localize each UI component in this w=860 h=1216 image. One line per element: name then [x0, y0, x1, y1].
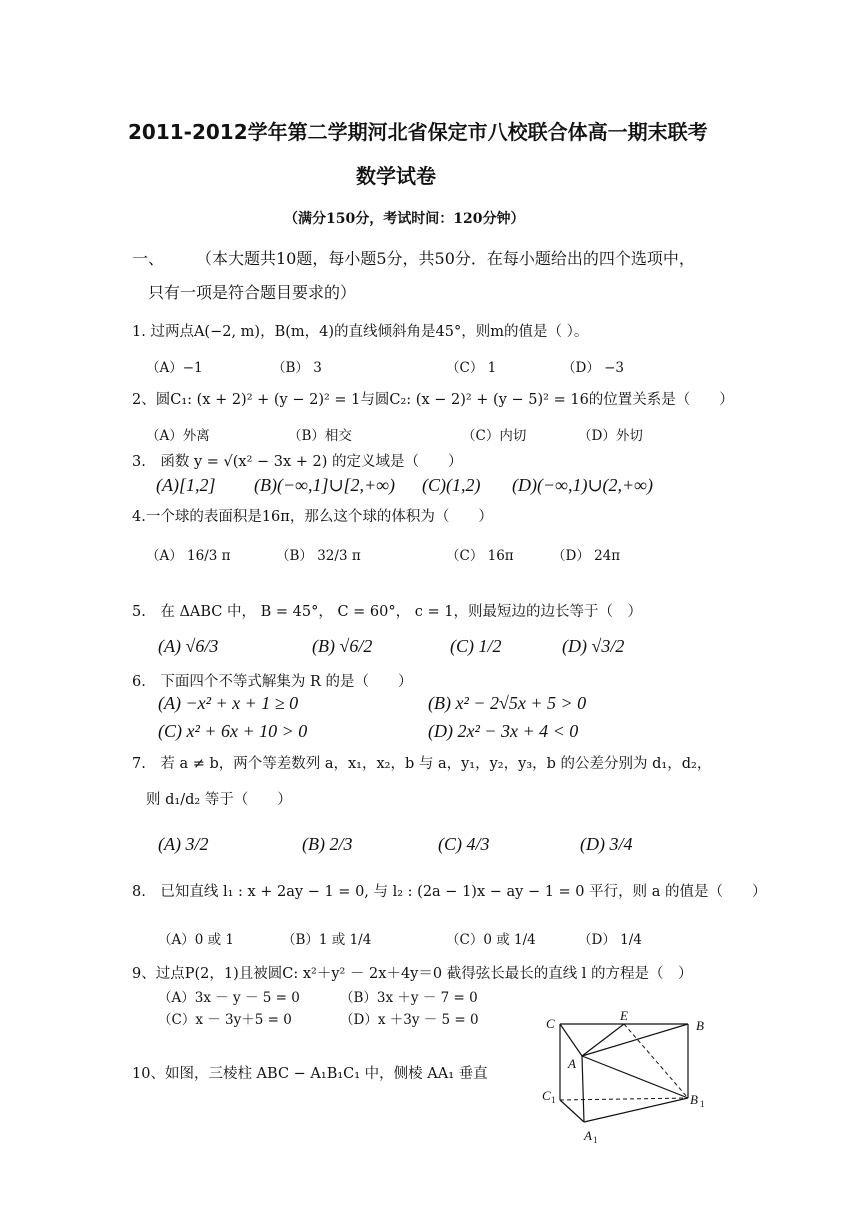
question-6-option-a: (A) −x² + x + 1 ≥ 0 [158, 693, 299, 713]
question-3-option-b: (B)(−∞,1]∪[2,+∞) [254, 475, 396, 495]
question-10-stem: 10、如图，三棱柱 ABC − A₁B₁C₁ 中，侧棱 AA₁ 垂直 [132, 1066, 488, 1082]
question-9-option-b: （B）3x ＋y － 7 = 0 [340, 990, 478, 1006]
section-number: 一、 [132, 249, 165, 268]
section-instruction-line1: （本大题共10题，每小题5分，共50分．在每小题给出的四个选项中， [196, 249, 695, 268]
question-4-option-d: （D） 24π [552, 548, 621, 564]
question-6-option-b: (B) x² − 2√5x + 5 > 0 [428, 693, 587, 713]
edge-ab [582, 1024, 688, 1056]
edge-aa1 [582, 1056, 584, 1122]
label-a: A [568, 1056, 576, 1071]
question-4-stem: 4.一个球的表面积是16π，那么这个球的体积为（ ） [132, 509, 493, 525]
question-1-option-a: （A）−1 [146, 360, 203, 376]
question-8-option-b: （B）1 或 1/4 [282, 932, 372, 948]
question-3-option-d: (D)(−∞,1)∪(2,+∞) [512, 475, 654, 495]
hidden-edge-eb1 [624, 1024, 688, 1098]
question-6-option-c: (C) x² + 6x + 10 > 0 [158, 721, 308, 741]
question-9-stem: 9、过点P(2，1)且被圆C: x²＋y² － 2x＋4y＝0 截得弦长最长的直线 l 的方程是（ ） [132, 966, 693, 982]
label-c: C [546, 1016, 555, 1031]
question-5-option-b: (B) √6/2 [312, 636, 373, 656]
question-4-option-c: （C） 16π [446, 548, 514, 564]
question-5-option-c: (C) 1/2 [450, 636, 502, 656]
question-2-option-d: （D）外切 [578, 428, 643, 444]
question-5-option-a: (A) √6/3 [158, 636, 219, 656]
question-2-option-a: （A）外离 [146, 428, 210, 444]
question-7-stem-line2: 则 d₁/d₂ 等于（ ） [146, 792, 292, 808]
question-8-option-a: （A）0 或 1 [158, 932, 235, 948]
label-c1: C [542, 1088, 551, 1103]
label-b: B [696, 1018, 704, 1033]
edge-a1b1 [584, 1098, 688, 1122]
exam-title: 2011-2012学年第二学期河北省保定市八校联合体高一期末联考 [128, 120, 708, 144]
question-3-option-c: (C)(1,2) [422, 475, 481, 495]
label-c1-subscript: 1 [551, 1095, 556, 1105]
label-e: E [620, 1010, 628, 1023]
question-8-stem: 8. 已知直线 l₁ : x + 2ay − 1 = 0, 与 l₂ : (2a − 1)x − ay − 1 = 0 平行，则 a 的值是（ ） [132, 884, 767, 900]
question-2-stem: 2、圆C₁: (x + 2)² + (y − 2)² = 1与圆C₂: (x − 2)² + (y − 5)² = 16的位置关系是（ ） [132, 392, 734, 408]
edge-ae [582, 1024, 624, 1056]
question-3-stem: 3. 函数 y = √(x² − 3x + 2) 的定义域是（ ） [132, 454, 463, 470]
question-2-option-b: （B）相交 [288, 428, 352, 444]
prism-figure [536, 1010, 716, 1150]
edge-ab1 [582, 1056, 688, 1098]
hidden-edge-c1b1 [560, 1098, 688, 1100]
label-a1-subscript: 1 [593, 1135, 598, 1145]
label-b1: B [690, 1092, 698, 1107]
question-8-option-c: （C）0 或 1/4 [446, 932, 536, 948]
question-7-option-a: (A) 3/2 [158, 834, 209, 854]
question-1-stem: 1. 过两点A(−2, m)，B(m，4)的直线倾斜角是45°，则m的值是（ ）。 [132, 324, 589, 340]
question-3-option-a: (A)[1,2] [156, 475, 216, 495]
edge-ca [560, 1024, 582, 1056]
question-7-option-b: (B) 2/3 [302, 834, 353, 854]
question-1-option-c: （C） 1 [446, 360, 497, 376]
question-9-option-d: （D）x ＋3y － 5 = 0 [340, 1012, 479, 1028]
section-instruction-line2: 只有一项是符合题目要求的） [148, 283, 357, 302]
question-9-option-c: （C）x － 3y＋5 = 0 [158, 1012, 292, 1028]
question-6-option-d: (D) 2x² − 3x + 4 < 0 [428, 721, 579, 741]
question-8-option-d: （D） 1/4 [578, 932, 642, 948]
question-9-option-a: （A）3x － y － 5 = 0 [158, 990, 300, 1006]
question-1-option-d: （D） −3 [562, 360, 625, 376]
question-2-option-c: （C）内切 [462, 428, 527, 444]
question-5-option-d: (D) √3/2 [562, 636, 625, 656]
exam-subtitle: 数学试卷 [356, 164, 436, 188]
question-6-stem: 6. 下面四个不等式解集为 R 的是（ ） [132, 674, 413, 690]
question-7-option-c: (C) 4/3 [438, 834, 490, 854]
question-7-stem: 7. 若 a ≠ b，两个等差数列 a，x₁，x₂，b 与 a，y₁，y₂，y₃，b 的公差分别为 d₁，d₂， [132, 756, 712, 772]
label-b1-subscript: 1 [700, 1099, 705, 1109]
edge-c1a1 [560, 1100, 584, 1122]
question-1-option-b: （B） 3 [272, 360, 322, 376]
label-a1: A [584, 1128, 592, 1143]
question-4-option-b: （B） 32/3 π [276, 548, 361, 564]
question-4-option-a: （A） 16/3 π [146, 548, 231, 564]
question-7-option-d: (D) 3/4 [580, 834, 633, 854]
question-5-stem: 5. 在 ΔABC 中， B = 45°， C = 60°， c = 1，则最短边的边长等于（ ） [132, 604, 642, 620]
exam-note: （满分150分，考试时间：120分钟） [284, 211, 525, 227]
